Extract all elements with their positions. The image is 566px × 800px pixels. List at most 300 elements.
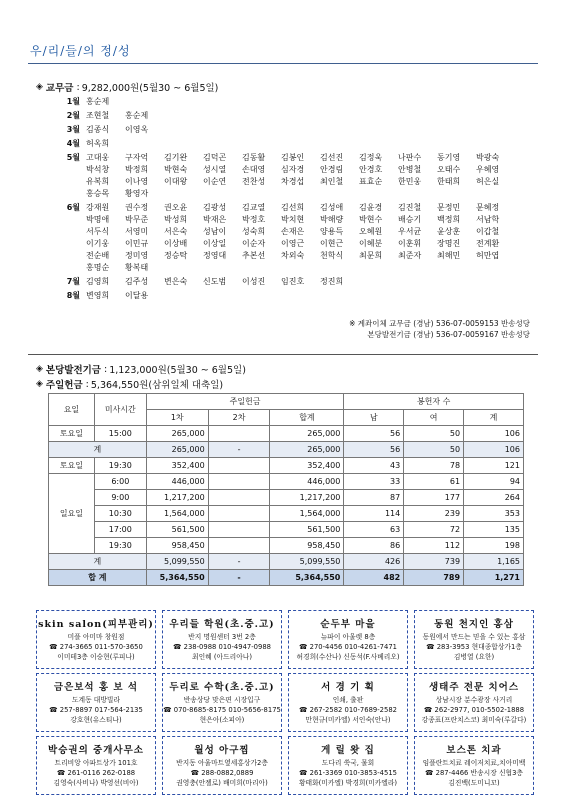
male-cell: 63: [344, 522, 404, 538]
grand-total-label: 합 계: [49, 570, 147, 586]
ad-box: [36, 610, 156, 669]
donor-name: 전순배: [86, 251, 110, 260]
donor-name: 이영옥: [125, 125, 149, 134]
donor-name: 이대왕: [164, 177, 188, 186]
diamond-icon: ◈: [36, 364, 43, 374]
donor-name: 성남이: [203, 227, 227, 236]
second-offering-cell: [208, 458, 270, 474]
page-title: 우/리/들/의 정/성: [30, 44, 131, 58]
donor-name: 김성애: [320, 203, 344, 212]
first-offering-cell: 352,400: [146, 458, 208, 474]
ad-phone: ☎ 262-2977, 010-5502-1888: [423, 705, 525, 714]
donor-name: 박명애: [86, 215, 110, 224]
ad-name: 게 릴 왓 집: [321, 744, 375, 756]
donor-name: 김선희: [281, 203, 305, 212]
rank-row: [52, 138, 526, 150]
title-divider: [28, 63, 538, 64]
ad-box: [414, 610, 534, 669]
donor-name: 김덕곤: [203, 153, 227, 162]
donor-name: 박현수: [359, 215, 383, 224]
sum-cell: 1,564,000: [270, 506, 344, 522]
time-cell: 9:00: [94, 490, 146, 506]
ad-box: [162, 736, 282, 795]
donor-name: 성숙희: [242, 227, 266, 236]
ad-name: 순두부 마을: [320, 618, 376, 630]
first-offering-cell: 561,500: [146, 522, 208, 538]
donor-name: 이순자: [242, 239, 266, 248]
donor-name: 황복태: [125, 263, 149, 272]
ad-box: [288, 610, 408, 669]
total-cell: 94: [464, 474, 524, 490]
donor-name: 박재은: [203, 215, 227, 224]
second-offering-cell: [208, 474, 270, 490]
donor-name: 우혜영: [476, 165, 500, 174]
donor-name: 신도범: [203, 277, 227, 286]
first-offering-cell: 5,099,550: [146, 554, 208, 570]
total-cell: 106: [464, 426, 524, 442]
donor-name: 문정민: [437, 203, 461, 212]
donor-name: 전계환: [476, 239, 500, 248]
donor-name: 한민웅: [398, 177, 422, 186]
donor-name: 이상일: [203, 239, 227, 248]
sum-cell: 446,000: [270, 474, 344, 490]
male-cell: 426: [344, 554, 404, 570]
ad-box: [36, 736, 156, 795]
ad-grid: [36, 610, 536, 795]
donor-name: 홍승목: [86, 189, 110, 198]
donor-name: 안경림: [320, 165, 344, 174]
ad-line: 임플란트치료 레이저치료,치아미백: [422, 758, 526, 767]
donor-name: 김윤경: [359, 203, 383, 212]
ad-line: 미플 아미마 창원점: [67, 632, 125, 641]
donor-name: 정영대: [203, 251, 227, 260]
ad-owner: 김병열 (요한): [453, 652, 495, 661]
donor-name: 권오윤: [164, 203, 188, 212]
ad-box: [414, 673, 534, 732]
diamond-icon: ◈: [36, 82, 43, 92]
col-male: 남: [344, 410, 404, 426]
donor-name: 우서균: [398, 227, 422, 236]
rank-row: [52, 152, 526, 200]
donor-name: 성시열: [203, 165, 227, 174]
rank-names: [86, 152, 526, 200]
donor-name: 박해량: [320, 215, 344, 224]
donor-name: 유복희: [86, 177, 110, 186]
ad-line: 뉴파이 아울렛 8층: [320, 632, 376, 641]
ad-owner: 김영숙(사비나) 박영선(비아): [53, 778, 139, 787]
donor-name: 양용득: [320, 227, 344, 236]
table-row: [49, 506, 524, 522]
first-offering-cell: 446,000: [146, 474, 208, 490]
table-row: [49, 490, 524, 506]
donor-name: 장명진: [437, 239, 461, 248]
sum-cell: 1,217,200: [270, 490, 344, 506]
total-cell: 264: [464, 490, 524, 506]
donor-name: 김광성: [203, 203, 227, 212]
table-row: [49, 458, 524, 474]
male-cell: 56: [344, 426, 404, 442]
donor-name: 고대웅: [86, 153, 110, 162]
second-offering-cell: -: [208, 442, 270, 458]
sunday-value: 5,364,550원(삼위일체 대축일): [90, 380, 224, 391]
offering-header: ◈ 교무금 : 9,282,000원(5월30 ~ 6월5일): [36, 81, 219, 94]
donor-name: 차외숙: [281, 251, 305, 260]
donor-name: 임진호: [281, 277, 305, 286]
donor-name: 홍순제: [125, 111, 149, 120]
donor-name: 홍순제: [86, 97, 110, 106]
donor-name: 허은실: [476, 177, 500, 186]
ad-owner: 허경희(수산나) 신동석(F.사베리오): [296, 652, 400, 661]
section-divider: [28, 354, 538, 355]
donor-name: 최준자: [398, 251, 422, 260]
female-cell: 239: [404, 506, 464, 522]
donor-name: 한태희: [437, 177, 461, 186]
donor-name: 서남학: [476, 215, 500, 224]
donor-name: 서은숙: [164, 227, 188, 236]
day-cell: 토요일: [49, 426, 95, 442]
first-offering-cell: 1,217,200: [146, 490, 208, 506]
fund-value: 1,123,000원(5월30 ~ 6월5일): [109, 365, 246, 376]
rank-row: [52, 110, 526, 122]
donor-name: 김기완: [164, 153, 188, 162]
ad-line: 상남시장 분수광장 사거리: [435, 695, 513, 704]
ad-box: [162, 673, 282, 732]
ad-name: 생태주 전문 치어스: [428, 681, 520, 693]
rank-label: 2월: [66, 111, 80, 120]
donor-name: 서영미: [125, 227, 149, 236]
donor-name: 이훈휘: [398, 239, 422, 248]
donor-name: 구자억: [125, 153, 149, 162]
account-line: ※ 계좌이체 교무금 (경남) 536-07-0059153 반송성당: [349, 319, 530, 328]
donor-name: 정미영: [125, 251, 149, 260]
time-cell: 19:30: [94, 538, 146, 554]
col-attend: 봉헌자 수: [344, 394, 524, 410]
female-cell: 61: [404, 474, 464, 490]
male-cell: 43: [344, 458, 404, 474]
ad-phone: ☎ 267-2582 010-7689-2582: [299, 705, 397, 714]
sum-cell: 5,364,550: [270, 570, 344, 586]
ad-owner: 강호현(유스티나): [70, 715, 122, 724]
second-offering-cell: [208, 538, 270, 554]
donor-name: 안병철: [398, 165, 422, 174]
col-second: 2차: [208, 410, 270, 426]
time-cell: 10:30: [94, 506, 146, 522]
second-offering-cell: -: [208, 554, 270, 570]
male-cell: 87: [344, 490, 404, 506]
donor-name: 변은숙: [164, 277, 188, 286]
donor-name: 변영희: [86, 291, 110, 300]
donor-name: 이나영: [125, 177, 149, 186]
table-row: [49, 554, 524, 570]
donor-name: 이혜분: [359, 239, 383, 248]
donor-name: 최해민: [437, 251, 461, 260]
donor-name: 박현숙: [164, 165, 188, 174]
ad-name: skin salon(피부관리): [38, 618, 154, 630]
subtotal-label: 계: [49, 442, 147, 458]
total-cell: 106: [464, 442, 524, 458]
donor-name: 오태수: [437, 165, 461, 174]
ad-owner: 이미테3층 이승현(루피나): [57, 652, 135, 661]
subtotal-label: 계: [49, 554, 147, 570]
first-offering-cell: 265,000: [146, 426, 208, 442]
table-row: [49, 570, 524, 586]
donor-name: 손대영: [242, 165, 266, 174]
first-offering-cell: 1,564,000: [146, 506, 208, 522]
donor-name: 황영자: [125, 189, 149, 198]
donor-name: 김동활: [242, 153, 266, 162]
male-cell: 114: [344, 506, 404, 522]
ad-phone: ☎ 257-8897 017-564-2135: [49, 705, 143, 714]
total-cell: 198: [464, 538, 524, 554]
ad-line: 반지 명원센터 3번 2층: [188, 632, 256, 641]
donor-name: 허옥희: [86, 139, 110, 148]
donor-name: 김종식: [86, 125, 110, 134]
rank-row: [52, 202, 526, 274]
first-offering-cell: 265,000: [146, 442, 208, 458]
total-cell: 1,165: [464, 554, 524, 570]
fund-label: 본당발전기금: [45, 365, 101, 376]
donor-name: 박정호: [242, 215, 266, 224]
donor-name: 손재은: [281, 227, 305, 236]
ad-owner: 최인혜 (아드리아나): [192, 652, 252, 661]
rank-row: [52, 290, 526, 302]
ad-box: [288, 736, 408, 795]
ad-owner: 황태화(미카엘) 박경희(미카엘라): [298, 778, 398, 787]
female-cell: 739: [404, 554, 464, 570]
total-cell: 135: [464, 522, 524, 538]
donor-name: 김봉인: [281, 153, 305, 162]
donor-name: 김교열: [242, 203, 266, 212]
sum-cell: 958,450: [270, 538, 344, 554]
donor-name: 이성진: [242, 277, 266, 286]
col-offering: 주일헌금: [146, 394, 344, 410]
ad-name: 우리들 학원(초.중.고): [169, 618, 275, 630]
donor-name: 차경섭: [281, 177, 305, 186]
donor-name: 정승탁: [164, 251, 188, 260]
ad-phone: ☎ 274-3665 011-570-3650: [49, 642, 143, 651]
offering-value: 9,282,000원(5월30 ~ 6월5일): [81, 83, 219, 94]
sunday-header: ◈ 주일헌금 : 5,364,550원(삼위일체 대축일): [36, 378, 224, 391]
ad-line: 반송상당 맞은편 시장입구: [183, 695, 261, 704]
ad-phone: ☎ 261-3369 010-3853-4515: [299, 768, 397, 777]
donor-name: 김선진: [320, 153, 344, 162]
female-cell: 72: [404, 522, 464, 538]
donor-name: 오혜원: [359, 227, 383, 236]
female-cell: 50: [404, 426, 464, 442]
donor-name: 김진철: [398, 203, 422, 212]
ad-name: 박승권의 중개사무소: [48, 744, 144, 756]
rank-label: 7월: [66, 277, 80, 286]
total-cell: 1,271: [464, 570, 524, 586]
male-cell: 56: [344, 442, 404, 458]
donor-name: 배승기: [398, 215, 422, 224]
account-info: [349, 318, 530, 340]
col-sum: 합계: [270, 410, 344, 426]
second-offering-cell: [208, 490, 270, 506]
rank-names: [86, 138, 526, 150]
first-offering-cell: 958,450: [146, 538, 208, 554]
ad-name: 보스톤 치과: [446, 744, 502, 756]
second-offering-cell: [208, 426, 270, 442]
col-first: 1차: [146, 410, 208, 426]
donor-name: 천학식: [320, 251, 344, 260]
col-time: 미사시간: [94, 394, 146, 426]
rank-names: [86, 276, 526, 288]
rank-label: 8월: [66, 291, 80, 300]
table-row: [49, 442, 524, 458]
female-cell: 177: [404, 490, 464, 506]
ad-box: [162, 610, 282, 669]
donor-name: 이달용: [125, 291, 149, 300]
rank-label: 1월: [66, 97, 80, 106]
donor-name: 안경호: [359, 165, 383, 174]
donor-name: 홍명순: [86, 263, 110, 272]
donor-name: 권수정: [125, 203, 149, 212]
col-female: 여: [404, 410, 464, 426]
sum-cell: 265,000: [270, 442, 344, 458]
donor-name: 이기웅: [86, 239, 110, 248]
male-cell: 86: [344, 538, 404, 554]
donor-name: 박광숙: [476, 153, 500, 162]
donor-name: 이현근: [320, 239, 344, 248]
donor-name: 김정욱: [359, 153, 383, 162]
donor-name: 강재원: [86, 203, 110, 212]
ad-name: 동원 천지인 홍삼: [434, 618, 514, 630]
ad-phone: ☎ 287-4466 반송시장 신협3층: [425, 768, 523, 777]
donor-name: 이순연: [203, 177, 227, 186]
donor-name: 전찬성: [242, 177, 266, 186]
female-cell: 112: [404, 538, 464, 554]
female-cell: 78: [404, 458, 464, 474]
day-cell: 일요일: [49, 474, 95, 554]
donor-name: 이갑철: [476, 227, 500, 236]
ad-owner: 김진백(도미니꼬): [448, 778, 500, 787]
donor-name: 백정희: [437, 215, 461, 224]
donor-name: 심자경: [281, 165, 305, 174]
offering-table: [48, 393, 524, 586]
time-cell: 6:00: [94, 474, 146, 490]
first-offering-cell: 5,364,550: [146, 570, 208, 586]
rank-label: 5월: [66, 153, 80, 162]
rank-names: [86, 96, 526, 108]
donor-name: 이민규: [125, 239, 149, 248]
diamond-icon: ◈: [36, 379, 43, 389]
donor-name: 김주성: [125, 277, 149, 286]
ad-phone: ☎ 288-0882,0889: [190, 768, 254, 777]
rank-names: [86, 290, 526, 302]
female-cell: 50: [404, 442, 464, 458]
offering-label: 교무금: [45, 83, 74, 94]
ad-line: 동원에서 만드는 믿을 수 있는 홍삼: [422, 632, 526, 641]
donor-name: 추본선: [242, 251, 266, 260]
ad-name: 월성 아구찜: [194, 744, 250, 756]
time-cell: 19:30: [94, 458, 146, 474]
sum-cell: 5,099,550: [270, 554, 344, 570]
ad-box: [288, 673, 408, 732]
donor-name: 박성희: [164, 215, 188, 224]
ad-phone: ☎ 261-0116 262-0188: [56, 768, 136, 777]
ad-phone: ☎ 070-8685-8175 010-5656-8175: [163, 705, 281, 714]
donor-name: 이영근: [281, 239, 305, 248]
table-row: [49, 522, 524, 538]
ad-phone: ☎ 238-0988 010-4947-0988: [173, 642, 271, 651]
ad-line: 도계동 대방빌라: [71, 695, 121, 704]
rank-label: 6월: [66, 203, 80, 212]
rank-names: [86, 202, 526, 274]
col-yoil: 요일: [49, 394, 95, 426]
ad-name: 금은보석 홍 보 석: [53, 681, 139, 693]
donor-name: 정진희: [320, 277, 344, 286]
donor-name: 최문희: [359, 251, 383, 260]
donor-name: 동기영: [437, 153, 461, 162]
donor-name: 김영희: [86, 277, 110, 286]
total-cell: 353: [464, 506, 524, 522]
ad-line: 트리비앙 아파트상가 101호: [54, 758, 138, 767]
donor-name: 박석창: [86, 165, 110, 174]
table-row: [49, 474, 524, 490]
ad-name: 두리로 수학(초.중.고): [169, 681, 275, 693]
second-offering-cell: [208, 506, 270, 522]
table-row: [49, 426, 524, 442]
rank-names: [86, 110, 526, 122]
sunday-label: 주일헌금: [45, 380, 83, 391]
account-line: 본당발전기금 (경남) 536-07-0059167 반송성당: [367, 330, 530, 339]
ad-name: 서 경 기 획: [321, 681, 375, 693]
total-cell: 121: [464, 458, 524, 474]
time-cell: 17:00: [94, 522, 146, 538]
donor-name: 표효순: [359, 177, 383, 186]
col-total: 계: [464, 410, 524, 426]
second-offering-cell: -: [208, 570, 270, 586]
ad-box: [414, 736, 534, 795]
rank-names: [86, 124, 526, 136]
table-row: [49, 538, 524, 554]
donor-name: 이상배: [164, 239, 188, 248]
rank-row: [52, 124, 526, 136]
ad-owner: 권영충(안젤로) 배미희(마리아): [176, 778, 268, 787]
donor-name: 박정희: [125, 165, 149, 174]
ad-line: 반지동 아울마트옆세홍상가2층: [176, 758, 268, 767]
rank-label: 3월: [66, 125, 80, 134]
ad-line: 인쇄, 출판: [332, 695, 364, 704]
donor-name: 박무준: [125, 215, 149, 224]
male-cell: 482: [344, 570, 404, 586]
day-cell: 토요일: [49, 458, 95, 474]
ad-owner: 만현규(미카엘) 서인숙(안나): [305, 715, 391, 724]
donor-name: 윤상훈: [437, 227, 461, 236]
ad-owner: 현은아(소피아): [199, 715, 245, 724]
donor-name: 조현철: [86, 111, 110, 120]
donor-name: 허만엽: [476, 251, 500, 260]
male-cell: 33: [344, 474, 404, 490]
female-cell: 789: [404, 570, 464, 586]
rank-row: [52, 276, 526, 288]
donor-name: 문혜정: [476, 203, 500, 212]
donor-name: 서두식: [86, 227, 110, 236]
sum-cell: 265,000: [270, 426, 344, 442]
ad-box: [36, 673, 156, 732]
fund-header: ◈ 본당발전기금 : 1,123,000원(5월30 ~ 6월5일): [36, 363, 246, 376]
ad-phone: ☎ 283-3953 현대종합상가1층: [426, 642, 522, 651]
donor-name: 나판수: [398, 153, 422, 162]
rank-row: [52, 96, 526, 108]
ad-line: 도다리 쑥국, 물회: [321, 758, 375, 767]
ad-phone: ☎ 270-4456 010-4261-7471: [299, 642, 397, 651]
time-cell: 15:00: [94, 426, 146, 442]
sum-cell: 352,400: [270, 458, 344, 474]
ad-owner: 강종표(프란치스코) 최미숙(루갈다): [421, 715, 527, 724]
donor-name: 박치현: [281, 215, 305, 224]
